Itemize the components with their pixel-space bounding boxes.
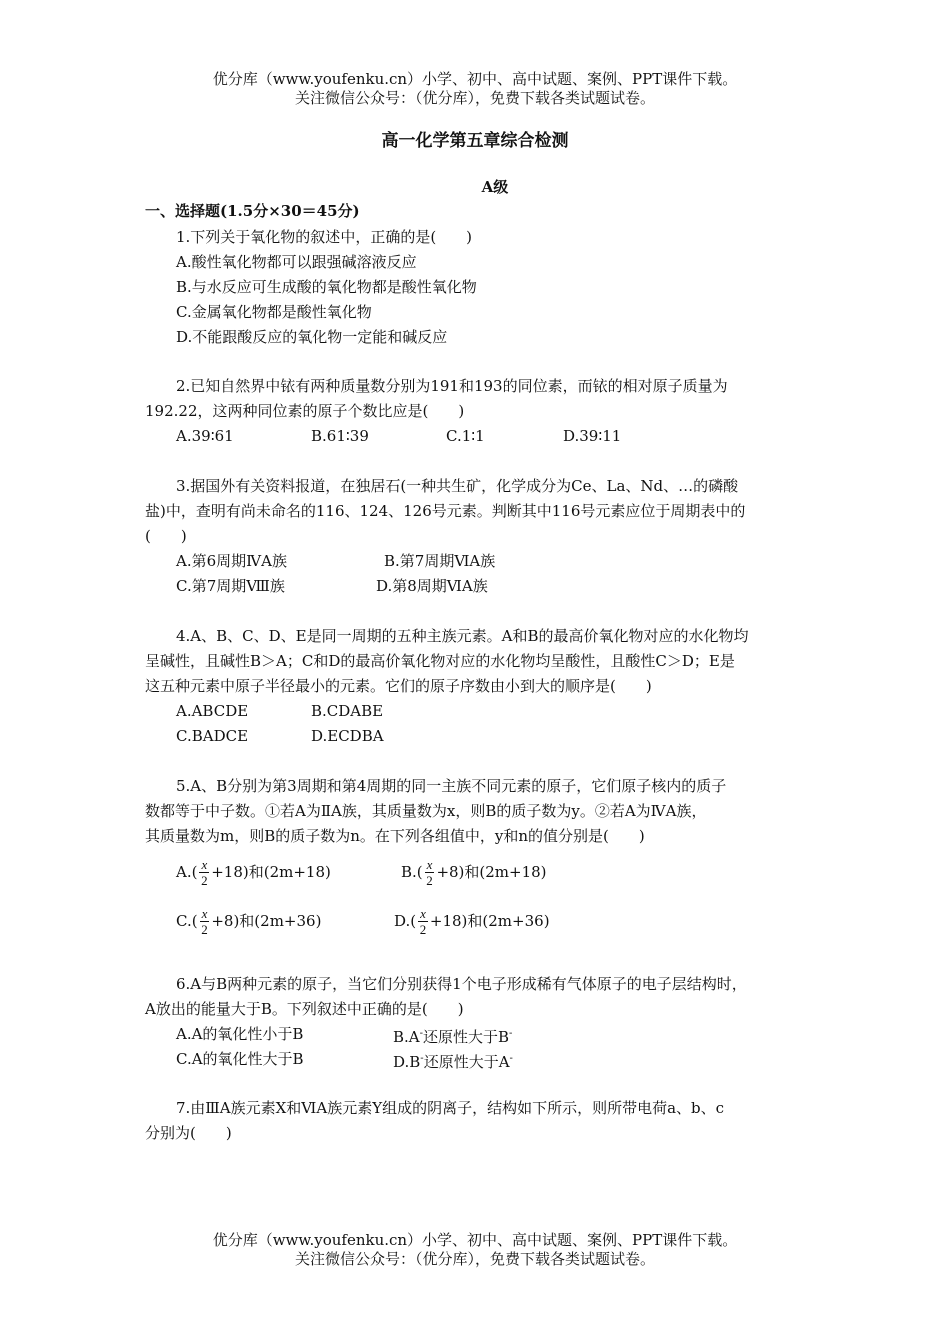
q5-option-a-suffix: +18)和(2m+18)	[211, 863, 331, 881]
page-footer	[0, 1231, 950, 1269]
q4-stem-line-3: 这五种元素中原子半径最小的元素。它们的原子序数由小到大的顺序是( )	[145, 677, 652, 695]
q2-stem-line-1: 2.已知自然界中铱有两种质量数分别为191和193的同位素，而铱的相对原子质量为	[176, 377, 728, 395]
charge-sup: -	[419, 1028, 424, 1039]
q3-stem-line-1: 3.据国外有关资料报道，在独居石(一种共生矿，化学成分为Ce、La、Nd、…的磷酸	[176, 477, 739, 495]
q4-stem-line-1: 4.A、B、C、D、E是同一周期的五种主族元素。A和B的最高价氧化物对应的水化物均	[176, 627, 749, 645]
q6-option-c: C.A的氧化性大于B	[176, 1050, 304, 1068]
q4-option-b: B.CDABE	[311, 702, 384, 720]
fraction-x-over-2	[418, 907, 428, 937]
fraction-denominator: 2	[201, 873, 208, 888]
q5-option-b	[401, 856, 547, 888]
q6-stem-line-2: A放出的能量大于B。下列叙述中正确的是( )	[145, 1000, 464, 1018]
q7-stem-line-1: 7.由ⅢA族元素X和ⅥA族元素Y组成的阴离子，结构如下所示，则所带电荷a、b、c	[176, 1099, 725, 1117]
q2-option-c: C.1∶1	[446, 427, 485, 445]
q3-option-d: D.第8周期ⅥA族	[376, 577, 488, 595]
q2-option-a: A.39∶61	[176, 427, 234, 445]
header-line-1: 优分库（www.youfenku.cn）小学、初中、高中试题、案例、PPT课件下载。	[212, 70, 738, 88]
q6-option-a: A.A的氧化性小于B	[176, 1025, 304, 1043]
q4-option-a: A.ABCDE	[176, 702, 249, 720]
fraction-numerator: x	[426, 857, 433, 872]
q3-option-b: B.第7周期ⅥA族	[384, 552, 496, 570]
page-title: 高一化学第五章综合检测	[381, 131, 569, 151]
fraction-x-over-2	[200, 907, 210, 937]
fraction-x-over-2	[425, 858, 435, 888]
q5-option-b-suffix: +8)和(2m+18)	[436, 863, 547, 881]
q5-option-c-prefix: C.(	[176, 912, 198, 930]
fraction-denominator: 2	[201, 922, 208, 937]
level-heading: A级	[481, 178, 509, 196]
charge-sup: -	[509, 1028, 513, 1039]
q5-stem-line-1: 5.A、B分别为第3周期和第4周期的同一主族不同元素的原子，它们原子核内的质子	[176, 777, 727, 795]
q2-stem-line-2: 192.22，这两种同位素的原子个数比应是( )	[145, 402, 465, 420]
q5-option-c-suffix: +8)和(2m+36)	[211, 912, 322, 930]
fraction-numerator: x	[201, 906, 208, 921]
q3-option-c: C.第7周期Ⅷ族	[176, 577, 285, 595]
fraction-x-over-2	[199, 858, 209, 888]
charge-sup: -	[420, 1053, 424, 1064]
q1-option-a: A.酸性氧化物都可以跟强碱溶液反应	[176, 253, 417, 271]
fraction-denominator: 2	[426, 873, 433, 888]
q5-option-d	[394, 905, 550, 937]
q6-option-d-ion1: D.B	[393, 1053, 421, 1071]
footer-line-1: 优分库（www.youfenku.cn）小学、初中、高中试题、案例、PPT课件下载。	[212, 1231, 738, 1249]
q4-stem-line-2: 呈碱性，且碱性B＞A；C和D的最高价氧化物对应的水化物均呈酸性，且酸性C＞D；E是	[145, 652, 735, 670]
header-line-2: 关注微信公众号：（优分库），免费下载各类试题试卷。	[294, 89, 655, 107]
page-header	[0, 70, 950, 108]
q2-option-b: B.61∶39	[311, 427, 369, 445]
q4-option-c: C.BADCE	[176, 727, 249, 745]
q6-option-b-text: 还原性大于B	[423, 1028, 510, 1046]
q5-option-b-prefix: B.(	[401, 863, 423, 881]
fraction-denominator: 2	[419, 922, 427, 937]
q5-stem-line-2: 数都等于中子数。①若A为ⅡA族，其质量数为x，则B的质子数为y。②若A为ⅣA族，	[145, 802, 707, 820]
q5-option-d-suffix: +18)和(2m+36)	[429, 912, 550, 930]
q5-option-d-prefix: D.(	[394, 912, 417, 930]
charge-sup: -	[509, 1053, 513, 1064]
q6-option-d	[393, 1049, 513, 1072]
q1-option-c: C.金属氧化物都是酸性氧化物	[176, 303, 372, 321]
footer-line-2: 关注微信公众号：（优分库），免费下载各类试题试卷。	[294, 1250, 655, 1268]
q7-stem-line-2: 分别为( )	[145, 1124, 232, 1142]
q3-option-a: A.第6周期ⅣA族	[176, 552, 287, 570]
fraction-numerator: x	[420, 906, 426, 921]
q2-option-d: D.39∶11	[563, 427, 622, 445]
q1-option-d: D.不能跟酸反应的氧化物一定能和碱反应	[176, 328, 448, 346]
q3-stem-line-3: ( )	[145, 527, 187, 545]
q1-stem: 1.下列关于氧化物的叙述中，正确的是( )	[176, 228, 473, 246]
section-heading: 一、选择题(1.5分×30＝45分)	[145, 202, 360, 220]
q6-option-d-text: 还原性大于A	[423, 1053, 510, 1071]
fraction-numerator: x	[201, 857, 208, 872]
q5-stem-line-3: 其质量数为m，则B的质子数为n。在下列各组值中，y和n的值分别是( )	[145, 827, 645, 845]
q6-stem-line-1: 6.A与B两种元素的原子，当它们分别获得1个电子形成稀有气体原子的电子层结构时，	[176, 975, 747, 993]
q6-option-b-ion1: B.A	[393, 1028, 420, 1046]
q6-option-b	[393, 1024, 512, 1047]
q5-option-a	[176, 856, 331, 888]
q1-option-b: B.与水反应可生成酸的氧化物都是酸性氧化物	[176, 278, 477, 296]
q5-option-c	[176, 905, 321, 937]
q4-option-d: D.ECDBA	[311, 727, 384, 745]
q5-option-a-prefix: A.(	[176, 863, 198, 881]
q3-stem-line-2: 盐)中，查明有尚未命名的116、124、126号元素。判断其中116号元素应位于周期表中的	[145, 502, 746, 520]
